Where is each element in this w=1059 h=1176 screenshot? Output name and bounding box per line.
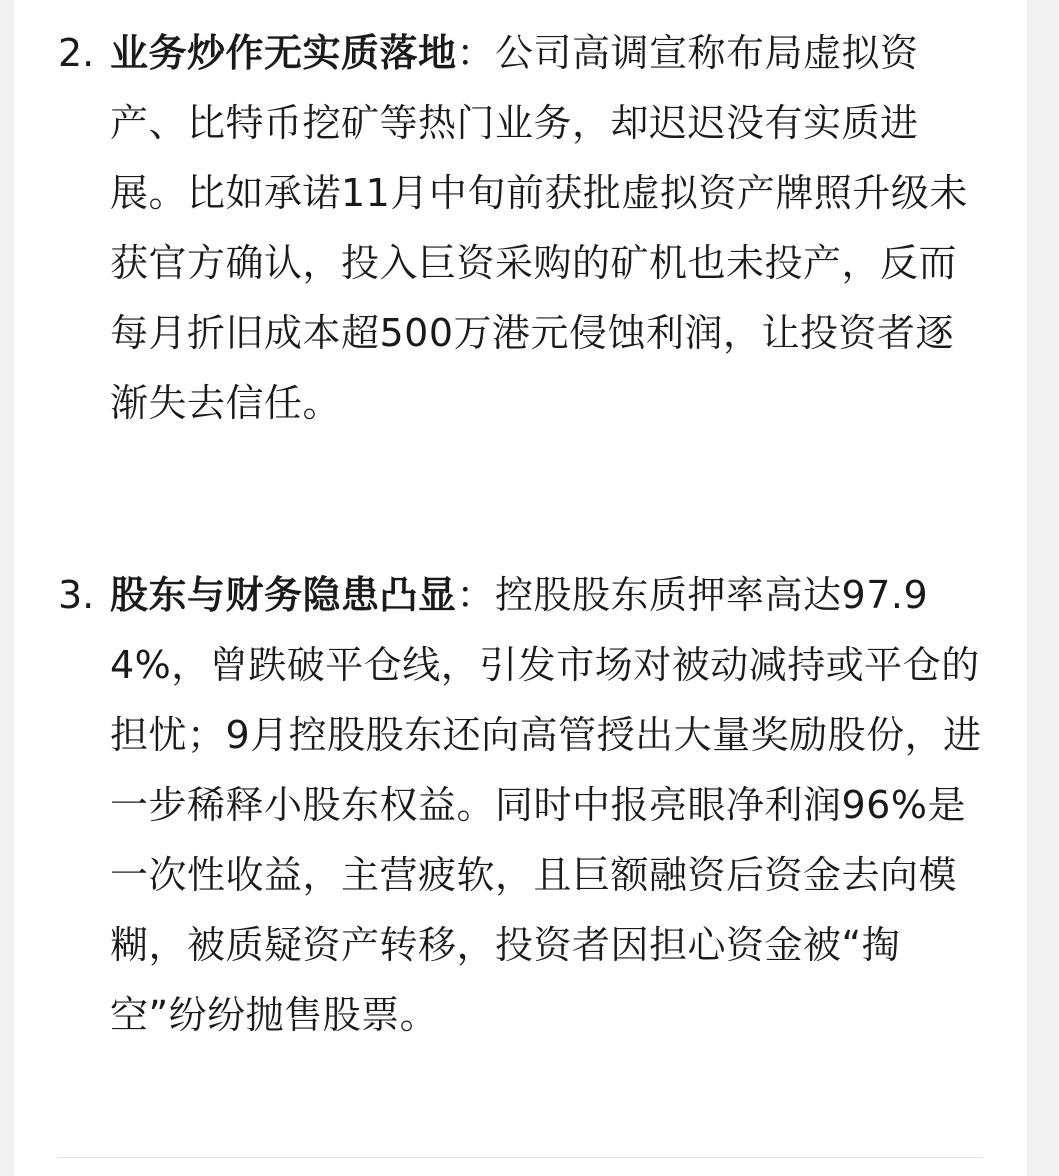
list-paragraph <box>110 560 990 1050</box>
item-title: 业务炒作无实质落地 <box>110 31 457 75</box>
list-item <box>58 18 998 438</box>
article-page <box>14 0 1027 1176</box>
list-number: 2. <box>58 31 95 75</box>
title-colon: ： <box>456 573 496 617</box>
item-body: 控股股东质押率高达97.94%，曾跌破平仓线，引发市场对被动减持或平仓的担忧；9月控股股东还向高管授出大量奖励股份，进一步稀释小股东权益。同时中报亮眼净利润96%是一次性收益，主营疲软，且巨额融资后资金去向模糊，被质疑资产转移，投资者因担心资金被“掏空”纷纷抛售股票。 <box>110 573 982 1037</box>
title-colon: ： <box>456 31 496 75</box>
list-item <box>58 560 998 1050</box>
list-paragraph <box>110 18 990 438</box>
list-number: 3. <box>58 573 95 617</box>
divider <box>58 1157 983 1158</box>
item-body: 公司高调宣称布局虚拟资产、比特币挖矿等热门业务，却迟迟没有实质进展。比如承诺11月中旬前获批虚拟资产牌照升级未获官方确认，投入巨资采购的矿机也未投产，反而每月折旧成本超500万港元侵蚀利润，让投资者逐渐失去信任。 <box>110 31 968 425</box>
item-title: 股东与财务隐患凸显 <box>110 573 457 617</box>
